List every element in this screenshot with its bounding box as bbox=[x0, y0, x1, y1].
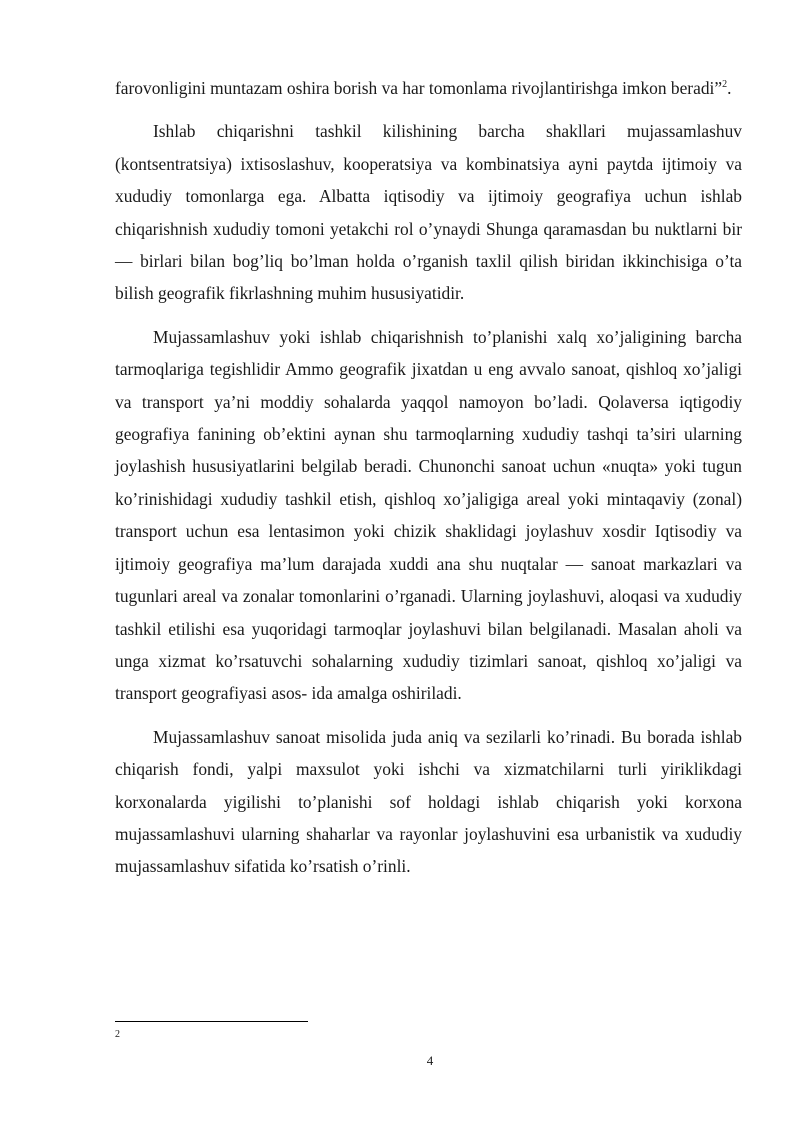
paragraph: Mujassamlashuv yoki ishlab chiqarishnish to’planishi xalq xo’jaligining barcha tarmoqlariga tegishlidir Ammo geografik jixatdan u eng avvalo sanoat, qishloq xo’jaligi va transport ya’ni moddiy sohalarda yaqqol namoyon bo’ladi. Qolaversa iqtigodiy geografiya fanining ob’ektini aynan shu tarmoqlarning xududiy tashqi ta’siri ularning joylashish hususiyatlarini belgilab beradi. Chunonchi sanoat uchun «nuqta» yoki tugun ko’rinishidagi xududiy tashkil etish, qishloq xo’jaligiga areal yoki mintaqaviy (zonal) transport uchun esa lentasimon yoki chizik shaklidagi joylashuv xosdir Iqtisodiy va ijtimoiy geografiya ma’lum darajada xuddi ana shu nuqtalar — sanoat markazlari va tugunlari areal va zonalar tomonlarini o’rganadi. Ularning joylashuvi, aloqasi va xududiy tashkil etilishi esa yuqoridagi tarmoqlar joylashuvi bilan belgilanadi. Masalan aholi va unga xizmat ko’rsatuvchi sohalarning xududiy tizimlari sanoat, qishloq xo’jaligi va transport geografiyasi asos- ida amalga oshiriladi. bbox=[115, 326, 742, 704]
footnote-separator bbox=[115, 1021, 308, 1022]
paragraph-end-punctuation: . bbox=[727, 78, 732, 98]
footnote-reference[interactable]: 2 bbox=[722, 79, 728, 91]
page-number: 4 bbox=[426, 1053, 434, 1068]
paragraph-continuation bbox=[115, 72, 742, 104]
footnote-marker: 2 bbox=[115, 1029, 120, 1040]
paragraph: Ishlab chiqarishni tashkil kilishining barcha shakllari mujassamlashuv (kontsentratsiya) ixtisoslashuv, kooperatsiya va kombinatsiya ayni paytda ijtimoiy va xududiy tomonlarga ega. Albatta iqtisodiy va ijtimoiy geografiya uchun ishlab chiqarishnish xududiy tomoni yetakchi rol o’ynaydi Shunga qaramasdan bu nuktlarni bir — birlari bilan bog’liq bo’lman holda o’rganish taxlil qilish biridan ikkinchisiga o’ta bilish geografik fikrlashning muhim hususiyatidir. bbox=[115, 121, 742, 304]
paragraph-text: farovonligini muntazam oshira borish va har tomonlama rivojlantirishga imkon beradi” bbox=[115, 78, 723, 98]
document-body bbox=[115, 72, 742, 883]
paragraph: Mujassamlashuv sanoat misolida juda aniq va sezilarli ko’rinadi. Bu borada ishlab chiqarish fondi, yalpi maxsulot yoki ishchi va xizmatchilarni turli yiriklikdagi korxonalarda yigilishi to’planishi sof holdagi ishlab chiqarish yoki korxona mujassamlashuvi ularning shaharlar va rayonlar joylashuvini esa urbanistik va xududiy mujassamlashuv sifatida ko’rsatish o’rinli. bbox=[115, 726, 742, 877]
